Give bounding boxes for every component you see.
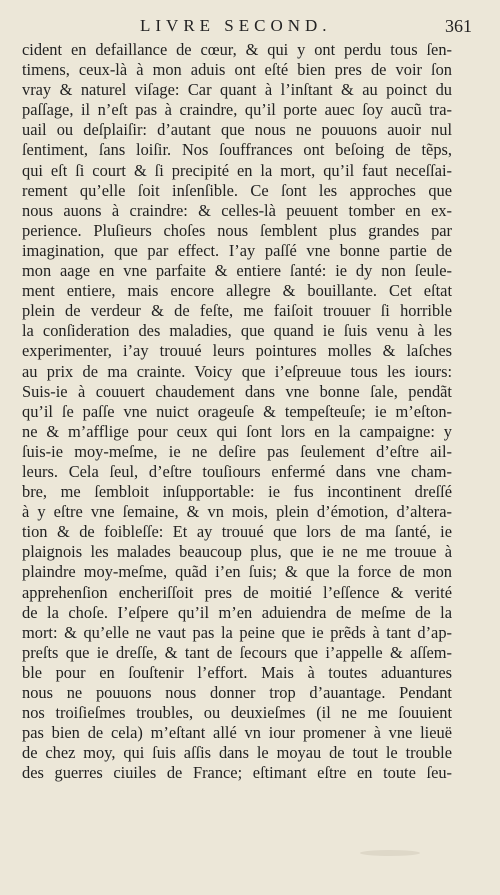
page-bottom-margin: [0, 840, 500, 895]
text-line: preſts que ie dreſſe, & tant de ſecours que i’appelle & aſſem-: [22, 642, 452, 662]
text-line: ble pour en ſouſtenir l’effort. Mais à toutes aduantures: [22, 662, 452, 682]
text-line: nous auons à craindre: & celles-là peuuent tomber en ex-: [22, 200, 452, 220]
text-line: bre, me ſembloit inſupportable: ie fus incontinent dreſſé: [22, 482, 452, 502]
text-line: mon aage en vne parfaite & entiere ſanté: ie dy non ſeule-: [22, 261, 452, 281]
text-line: mort: & qu’elle ne vaut pas la peine que ie prẽds à tant d’ap-: [22, 622, 452, 642]
text-line: de la choſe. I’eſpere qu’il m’en aduiendra de meſme de la: [22, 602, 452, 622]
text-line: ſuis-ie moy-meſme, ie ne deſire pas ſeulement d’eſtre ail-: [22, 441, 452, 461]
running-head: LIVRE SECOND.: [140, 16, 332, 35]
paper-smudge: [360, 850, 420, 856]
text-line: de chez moy, qui ſuis aſſis dans le moyau de tout le trouble: [22, 743, 452, 763]
text-line: à y eſtre vne ſemaine, & vn mois, plein d’émotion, d’altera-: [22, 502, 452, 522]
text-line: pas bien de cela) m’eſtant allé vn iour promener à vne lieuë: [22, 723, 452, 743]
text-line: timens, ceux-là à mon aduis ont eſté bien pres de voir ſon: [22, 60, 452, 80]
text-line: nos troiſieſmes troubles, ou deuxieſmes (il ne me ſouuient: [22, 703, 452, 723]
text-line: leurs. Cela ſeul, d’eſtre touſiours enfermé dans vne cham-: [22, 461, 452, 481]
text-line: la conſideration des maladies, que quand ie ſuis venu à les: [22, 321, 452, 341]
text-line: ſentiment, ſans loiſir. Nos ſouffrances ont beſoing de tẽps,: [22, 140, 452, 160]
text-line: nous ne pouuons nous donner trop d’auantage. Pendant: [22, 683, 452, 702]
text-line: qui eſt ſi court & ſi precipité en la mort, qu’il faut neceſſai-: [22, 160, 452, 180]
body-text: [22, 40, 452, 783]
page-number: 361: [445, 16, 472, 36]
text-line: experimenter, i’ay trouué leurs pointures molles & laſches: [22, 341, 452, 361]
text-line: qu’il ſe paſſe vne nuict orageuſe & tempeſteuſe; ie m’eſton-: [22, 401, 452, 421]
text-line: imagination, que par effect. I’ay paſſé vne bonne partie de: [22, 240, 452, 260]
text-line: tion & de foibleſſe: Et ay trouué que lors de ma ſanté, ie: [22, 522, 452, 542]
page-header: [0, 12, 500, 40]
text-line: au prix de ma crainte. Voicy que i’eſpreuue tous les iours:: [22, 361, 452, 381]
text-line: perience. Pluſieurs choſes nous ſemblent plus grandes par: [22, 220, 452, 240]
text-line: paſſage, il n’eſt pas à craindre, qu’il porte auec ſoy aucũ tra-: [22, 100, 452, 120]
text-line: apprehenſion encheriſſoit pres de moitié l’eſſence & verité: [22, 582, 452, 602]
text-line: plein de verdeur & de feſte, me faiſoit trouuer ſi horrible: [22, 301, 452, 321]
text-line: plaignois les malades beaucoup plus, que ie ne me trouue à: [22, 542, 452, 562]
text-line: Suis-ie à couuert chaudement dans vne bonne ſale, pendãt: [22, 381, 452, 401]
text-line: ment entiere, mais encore allegre & bouillante. Cet eſtat: [22, 281, 452, 301]
text-line: plaindre moy-meſme, quãd i’en ſuis; & que la force de mon: [22, 562, 452, 582]
text-line: ne & m’afflige pour ceux qui ſont lors en la campaigne: y: [22, 421, 452, 441]
text-line: cident en defaillance de cœur, & qui y ont perdu tous ſen-: [22, 40, 452, 59]
text-line: rement qu’elle ſoit inſenſible. Ce ſont les approches que: [22, 180, 452, 200]
text-line: des guerres ciuiles de France; eſtimant eſtre en toute ſeu-: [22, 763, 452, 783]
text-line: vray & naturel viſage: Car quant à l’inſtant & au poinct du: [22, 80, 452, 100]
text-line: uail ou deſplaiſir: d’autant que nous ne pouuons auoir nul: [22, 120, 452, 140]
